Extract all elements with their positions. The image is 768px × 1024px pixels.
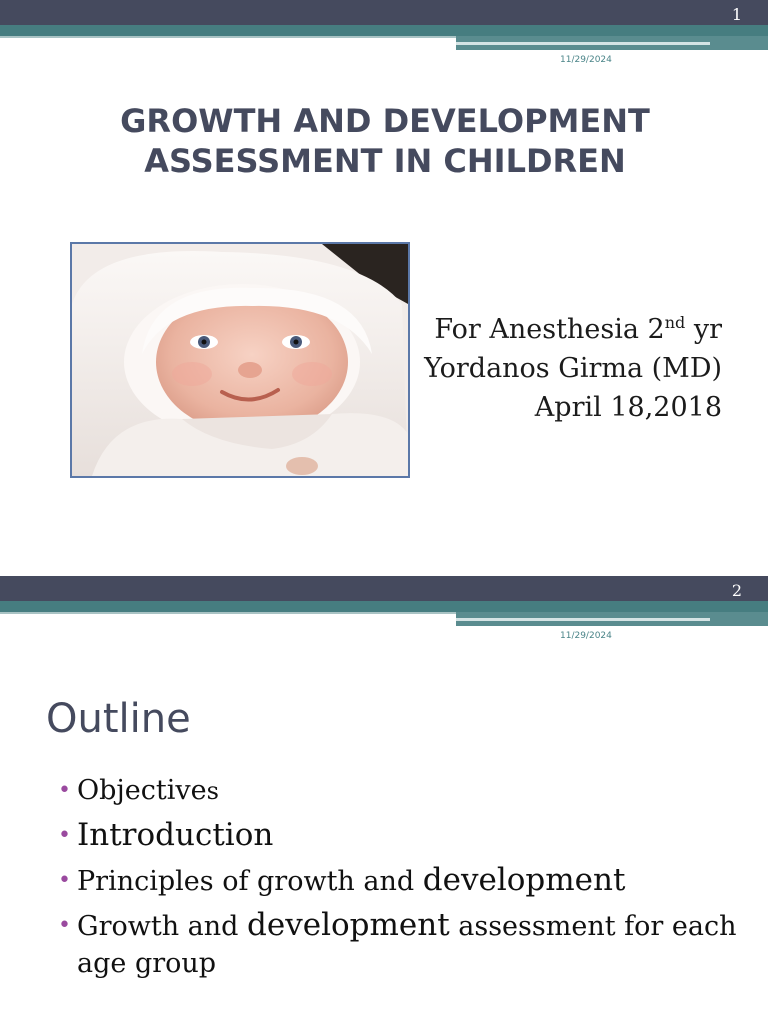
slide-number: 2 (731, 581, 742, 600)
bullet-text: O (77, 775, 100, 806)
subtitle-date: April 18,2018 (534, 392, 722, 423)
header-bar (0, 0, 768, 25)
slide-number: 1 (731, 5, 742, 24)
slide-subtitle (400, 310, 722, 427)
bullet-icon: • (58, 913, 71, 938)
bullet-text: development (422, 862, 626, 898)
bullet-text: I (77, 817, 90, 853)
subtitle-line-1 (400, 310, 722, 349)
slide-date: 11/29/2024 (560, 55, 612, 65)
bullet-text: Growth and (77, 911, 248, 942)
subtitle-author: Yordanos Girma (MD) (424, 353, 722, 384)
subtitle-superscript: nd (664, 313, 686, 332)
bullet-icon: • (58, 823, 71, 848)
subtitle-year: yr (685, 314, 722, 345)
bullet-icon: • (58, 778, 71, 803)
list-item (58, 907, 748, 982)
bullet-text: assessment for each age group (77, 911, 737, 979)
list-item (58, 817, 748, 855)
header-tab-highlight (456, 618, 710, 621)
header-bar (0, 576, 768, 601)
title-line-2: ASSESSMENT IN CHILDREN (144, 142, 626, 180)
list-item (58, 862, 748, 900)
header-accent-bar (0, 601, 768, 612)
outline-list (58, 772, 748, 989)
bullet-text: Principles of growth and (77, 866, 423, 897)
list-item (58, 772, 748, 810)
subtitle-course: For Anesthesia 2 (434, 314, 665, 345)
header-tab-highlight (456, 42, 710, 45)
bullet-text: ntroduction (89, 817, 274, 853)
bullet-text: development (247, 907, 450, 943)
baby-photo-illustration (72, 244, 408, 476)
slide-2 (0, 576, 768, 1024)
slide-title: Outline (46, 696, 191, 742)
title-line-1: GROWTH AND DEVELOPMENT (120, 102, 650, 140)
baby-photo (70, 242, 410, 478)
bullet-text: bjective (99, 775, 207, 806)
slide-title (40, 101, 730, 181)
bullet-icon: • (58, 868, 71, 893)
bullet-text: s (206, 777, 219, 805)
slide-date: 11/29/2024 (560, 631, 612, 641)
header-accent-bar (0, 25, 768, 36)
